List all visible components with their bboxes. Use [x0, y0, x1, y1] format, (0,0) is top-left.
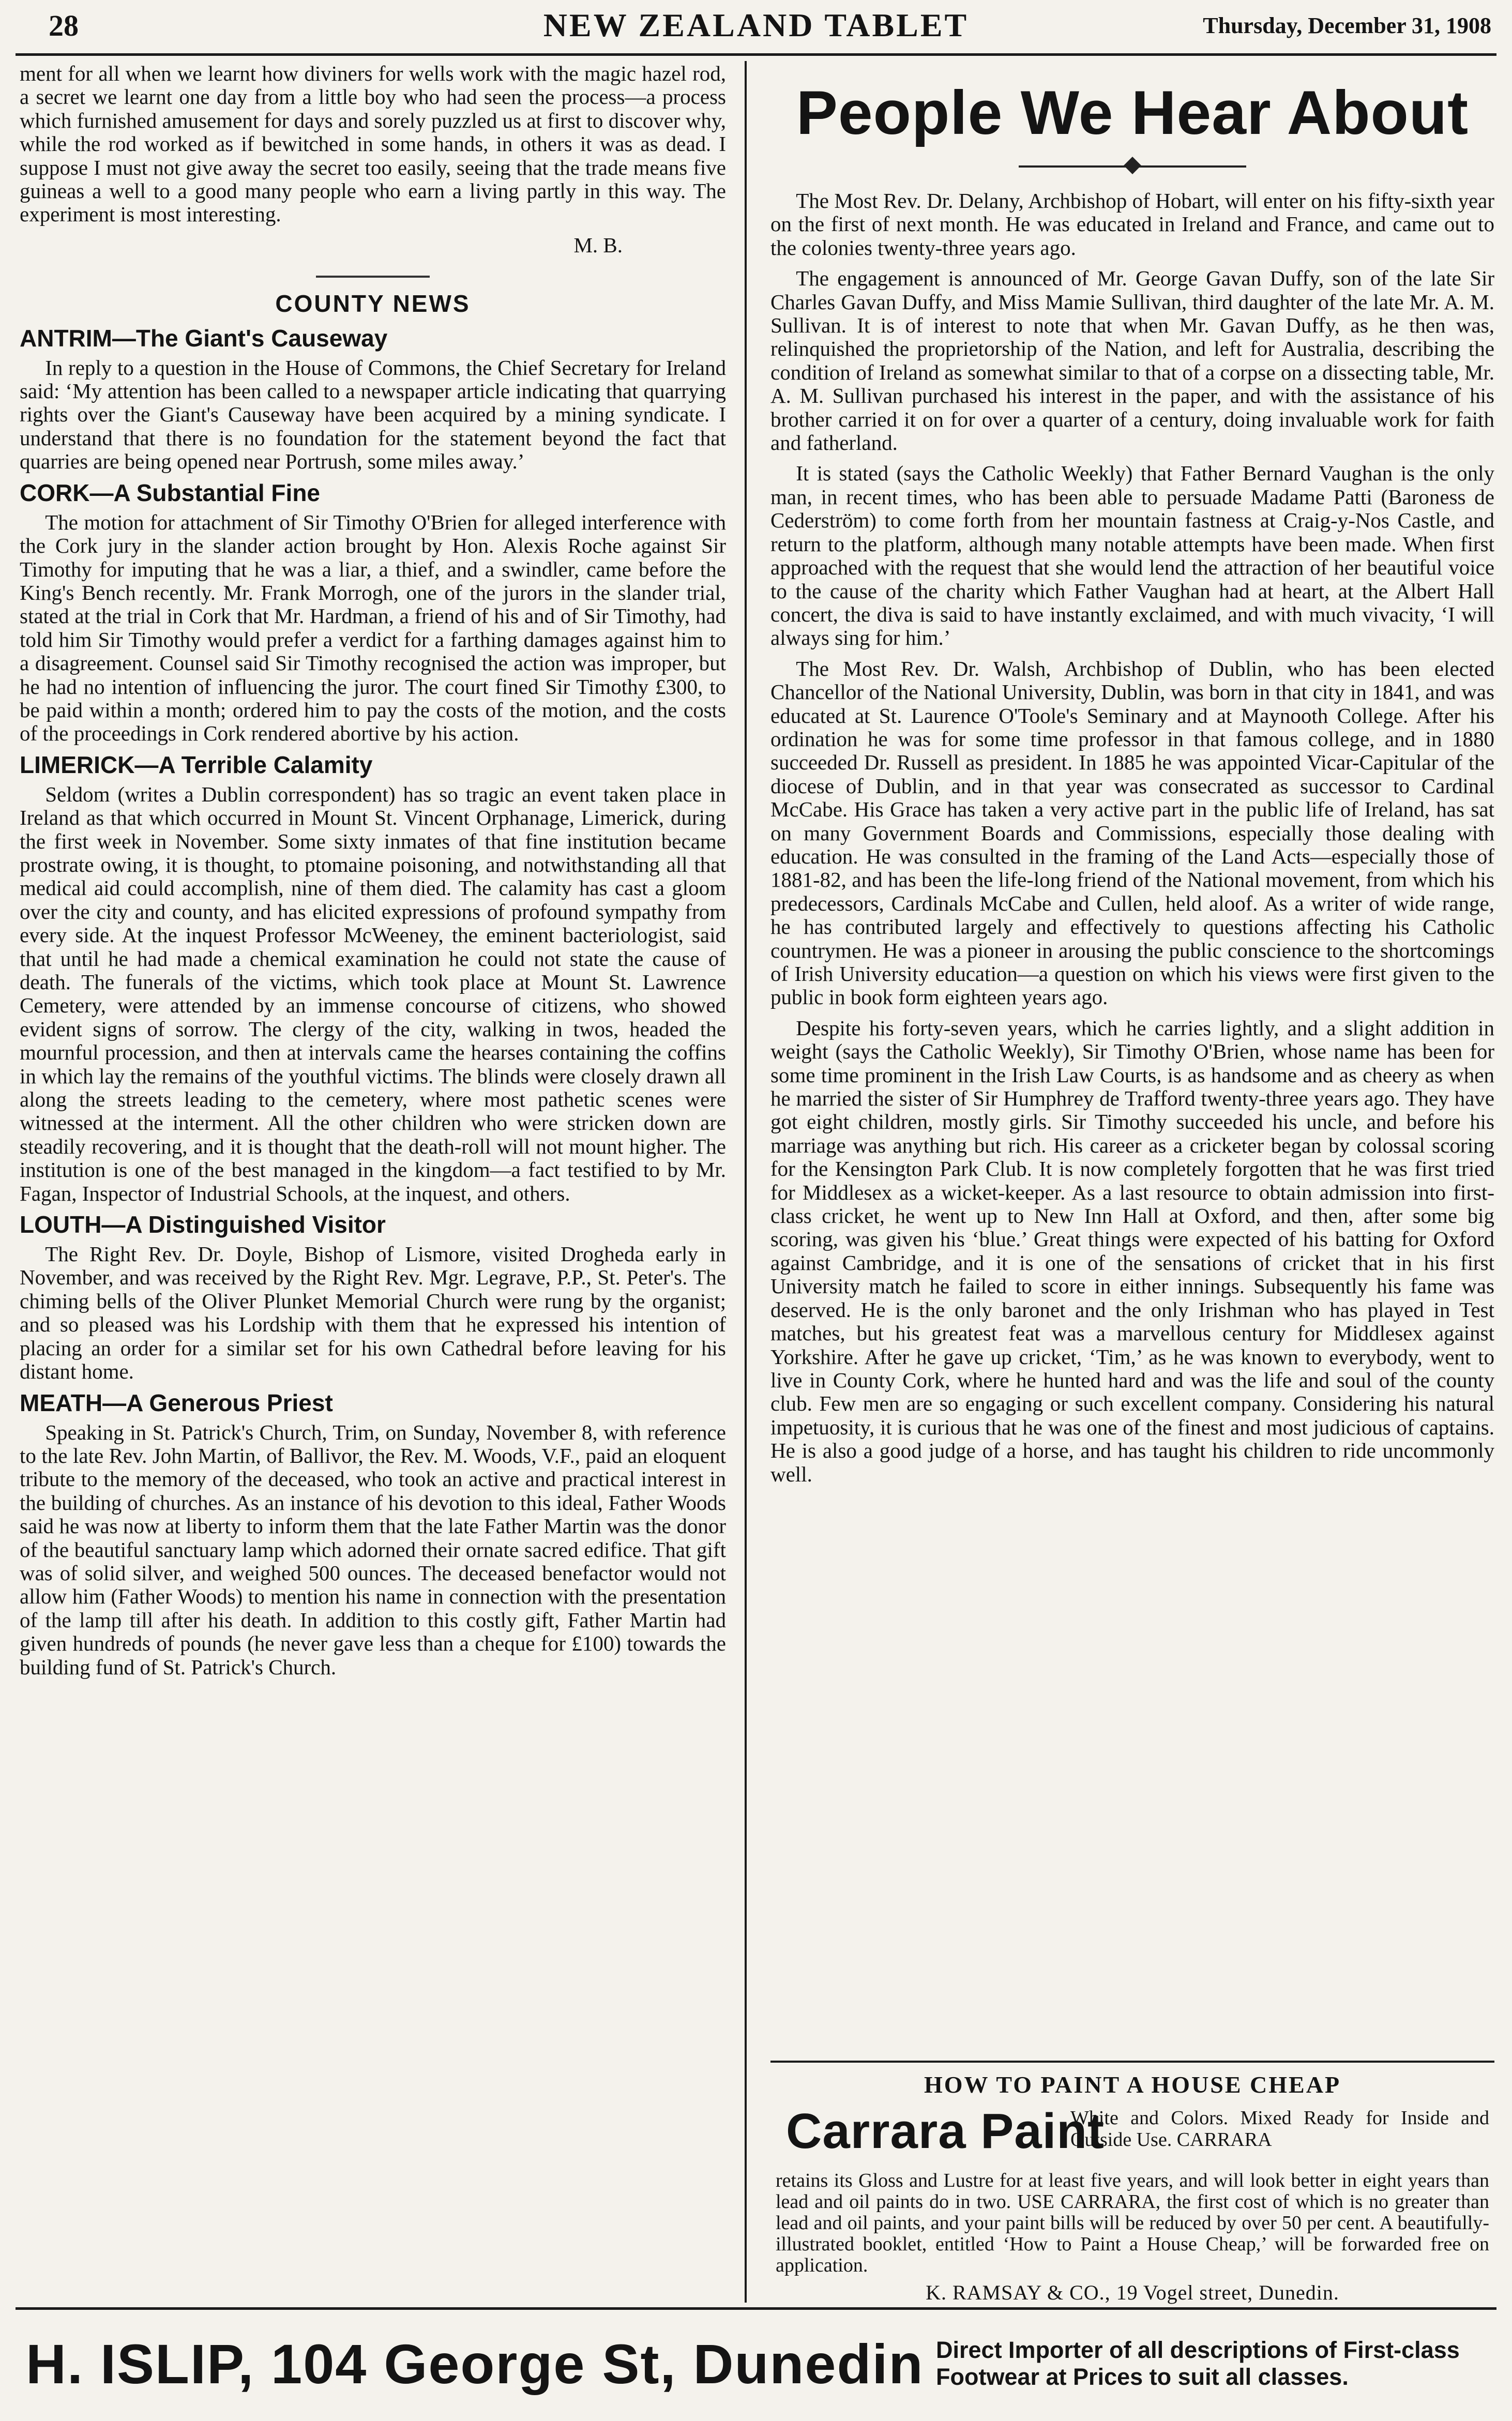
intro-signature: M. B.: [573, 233, 623, 257]
masthead: NEW ZEALAND TABLET: [543, 7, 969, 43]
news-paragraph: The Most Rev. Dr. Delany, Archbishop of Hobart, will enter on his fifty-sixth year on the first of next month. He was educated in Ireland and France, and came out to the colonies twenty-three years ago.: [770, 189, 1494, 260]
section-title: COUNTY NEWS: [275, 290, 471, 317]
article-limerick: [20, 750, 726, 1205]
article-louth: [20, 1209, 726, 1383]
left-column: [20, 62, 726, 2301]
article-paragraph: Speaking in St. Patrick's Church, Trim, on Sunday, November 8, with reference to the late Rev. John Martin, of Ballivor, the Rev. M. Woods, V.F., paid an eloquent tribute to the memory of the deceased, who took an active and practical interest in the building of churches. As an instance of his devotion to this ideal, Father Woods said he was now at liberty to inform them that the late Father Martin was the donor of the beautiful sanctuary lamp which adorned their ornate sacred edifice. That gift was of solid silver, and weighed 500 ounces. The deceased benefactor would not allow him (Father Woods) to mention his name in connection with the presentation of the lamp till after his death. In addition to this costly gift, Father Martin had given hundreds of pounds (he never gave less than a cheque for £100) towards the building fund of St. Patrick's Church.: [20, 1420, 726, 1679]
news-paragraph: Despite his forty-seven years, which he carries lightly, and a slight addition in weight (says the Catholic Weekly), Sir Timothy O'Brien, whose name has been for some time prominent in the Irish Law Courts, is as handsome and as cheery as when he married the sister of Sir Humphrey de Trafford twenty-three years ago. They have got eight children, mostly girls. Sir Timothy succeeded his uncle, and before his marriage was anything but rich. His career as a cricketer began by colossal scoring for the Kensington Park Club. It is now completely forgotten that he was first tried for Middlesex as a wicket-keeper. As a last resource to obtain admission into first-class cricket, he went up to New Inn Hall at Oxford, and then, after some big scoring, was given his ‘blue.’ Great things were expected of his batting for Oxford against Cambridge, and it is one of the sensations of cricket that in his first University match he failed to score in either innings. Subsequently his fame was deserved. He is the only baronet and the only Irishman who has played in Test matches, but his greatest feat was a marvellous century for Middlesex against Yorkshire. After he gave up cricket, ‘Tim,’ as he was known to everybody, went to live in County Cork, where he hunted hard and was the life and soul of the county club. Few men are so engaging or such excellent company. Considering his natural impetuosity, it is curious that he was one of the finest and most judicious of captains. He is also a good judge of a horse, and has taught his children to ride uncommonly well.: [770, 1016, 1494, 1486]
article-antrim: [20, 323, 726, 474]
news-paragraph: The Most Rev. Dr. Walsh, Archbishop of Dublin, who has been elected Chancellor of the National University, Dublin, was born in that city in 1841, and was educated at St. Laurence O'Toole's Seminary and at Maynooth College. After his ordination he was for some time professor in that famous college, and in 1880 succeeded Dr. Russell as president. In 1885 he was appointed Vicar-Capitular of the diocese of Dublin, and in that year was consecrated as successor to Cardinal McCabe. His Grace has taken a very active part in the public life of Ireland, has sat on many Government Boards and Commissions, especially those dealing with education. He was consulted in the framing of the Land Acts—especially those of 1881-82, and has been the life-long friend of the National movement, from which his predecessors, Cardinals McCabe and Cullen, held aloof. As a writer of wide range, he has contributed largely and effectively to questions affecting his Catholic countrymen. He was a pioneer in arousing the public conscience to the shortcomings of Irish University education—a question on which his views were first given to the public in book form eighteen years ago.: [770, 656, 1494, 1009]
article-paragraph: Seldom (writes a Dublin correspondent) has so tragic an event taken place in Ireland as that which occurred in Mount St. Vincent Orphanage, Limerick, during the first week in November. Some sixty inmates of that fine institution became prostrate owing, it is thought, to ptomaine poisoning, and notwithstanding all that medical aid could accomplish, nine of them died. The calamity has cast a gloom over the city and county, and has elicited expressions of profound sympathy from every side. At the inquest Professor McWeeney, the eminent bacteriologist, said that until he had made a chemical examination he could not state the cause of death. The funerals of the victims, which took place at Mount St. Lawrence Cemetery, were attended by an immense concourse of citizens, who showed evident signs of sorrow. The clergy of the city, walking in twos, headed the mournful procession, and then at intervals came the hearses containing the coffins in which lay the remains of the youthful victims. The blinds were closely drawn all along the streets leading to the cemetery, where most pathetic scenes were witnessed at the interment. All the other children who were stricken down are steadily recovering, and it is thought that the death-roll will not mount higher. The institution is one of the best managed in the kingdom—a fact testified to by Mr. Fagan, Inspector of Industrial Schools, at the inquest, and others.: [20, 782, 726, 1205]
issue-date: Thursday, December 31, 1908: [1203, 13, 1491, 38]
column-title: People We Hear About: [796, 78, 1469, 147]
ad-signature: K. RAMSAY & CO., 19 Vogel street, Dunedin.: [926, 2281, 1339, 2304]
article-paragraph: The motion for attachment of Sir Timothy O'Brien for alleged interference with the Cork jury in the slander action brought by Hon. Alexis Roche against Sir Timothy for imputing that he was a liar, a thief, and a swindler, came before the King's Bench recently. Mr. Frank Morrogh, one of the jurors in the slander trial, stated at the trial in Cork that Mr. Hardman, a friend of his and of Sir Timothy, had told him Sir Timothy would prefer a verdict for a farthing damages against him to a disagreement. Counsel said Sir Timothy recognised the action was improper, but he had no intention of influencing the juror. The court fined Sir Timothy £300, to be paid within a month; ordered him to pay the costs of the motion, and the costs of the proceedings in Cork rendered abortive by his action.: [20, 510, 726, 746]
ad-brand: Carrara Paint: [786, 2104, 1105, 2159]
footer-name: H. ISLIP, 104 George St, Dunedin: [26, 2333, 924, 2395]
news-paragraph: The engagement is announced of Mr. George Gavan Duffy, son of the late Sir Charles Gavan Duffy, and Miss Mamie Sullivan, third daughter of the late Mr. A. M. Sullivan. It is of interest to note that when Mr. Gavan Duffy, as he then was, relinquished the proprietorship of the Nation, and left for Australia, describing the condition of Ireland as somewhat similar to that of a corpse on a dissecting table, Mr. A. M. Sullivan purchased his interest in the paper, and with the assistance of his brother carried it on for over a quarter of a century, doing invaluable work for faith and fatherland.: [770, 266, 1494, 455]
column-divider: [745, 61, 747, 2303]
article-heading: LIMERICK—A Terrible Calamity: [20, 751, 373, 778]
ad-side-text: White and Colors. Mixed Ready for Inside and Outside Use. CARRARA: [1070, 2107, 1489, 2151]
article-heading: CORK—A Substantial Fine: [20, 479, 320, 506]
intro-paragraph: ment for all when we learnt how diviners for wells work with the magic hazel rod, a secret we learnt one day from a little boy who had seen the process—a process which furnished amusement for days and sorely puzzled us at first to discover why, while the rod worked as if bewitched in some hands, in others it was as dead. I suppose I must not give away the secret too easily, seeing that the trade means five guineas a well to a good many people who earn a living partly in this way. The experiment is most interesting.: [20, 62, 726, 226]
footer-tagline: Direct Importer of all descriptions of First-class Footwear at Prices to suit all classes.: [936, 2337, 1460, 2390]
article-heading: MEATH—A Generous Priest: [20, 1389, 333, 1416]
footer-advertisement: [16, 2307, 1496, 2413]
ad-heading: HOW TO PAINT A HOUSE CHEAP: [924, 2071, 1341, 2098]
ad-top-rule: [770, 2061, 1494, 2063]
ornament-rule: [316, 266, 430, 287]
article-heading: LOUTH—A Distinguished Visitor: [20, 1211, 386, 1238]
page-header: [16, 4, 1496, 56]
title-ornament: [770, 153, 1494, 179]
article-heading: ANTRIM—The Giant's Causeway: [20, 324, 388, 352]
ad-body: retains its Gloss and Lustre for at least five years, and will look better in eight years than lead and oil paints do in two. USE CARRARA, the first cost of which is no greater than lead and oil paints, and your paint bills will be reduced by over 50 per cent. A beautifully-illustrated booklet, entitled ‘How to Paint a House Cheap,’ will be forwarded free on application.: [776, 2170, 1489, 2276]
article-paragraph: In reply to a question in the House of Commons, the Chief Secretary for Ireland said: ‘My attention has been called to a newspaper article indicating that quarrying rights over the Giant's Causeway have been acquired by a mining syndicate. I understand that there is no foundation for the statement beyond the fact that quarries are being opened near Portrush, some miles away.’: [20, 355, 726, 474]
right-column: [770, 62, 1494, 2053]
news-paragraph: It is stated (says the Catholic Weekly) that Father Bernard Vaughan is the only man, in recent times, who has been able to persuade Madame Patti (Baroness de Cederström) to come forth from her mountain fastness at Craig-y-Nos Castle, and return to the platform, although many notable attempts have been made. When first approached with the request that she would lend the attraction of her beautiful voice to the cause of the charity which Father Vaughan had at heart, at the Albert Hall concert, the diva is said to have instantly exclaimed, and with much vivacity, ‘I will always sing for him.’: [770, 461, 1494, 650]
article-meath: [20, 1388, 726, 1679]
page-number: 28: [49, 9, 79, 42]
article-cork: [20, 478, 726, 746]
diamond-icon: [1124, 157, 1141, 174]
paint-advertisement: [770, 2061, 1494, 2304]
article-paragraph: The Right Rev. Dr. Doyle, Bishop of Lismore, visited Drogheda early in November, and was received by the Right Rev. Mgr. Legrave, P.P., St. Peter's. The chiming bells of the Oliver Plunket Memorial Church were rung by the organist; and so pleased was his Lordship with them that he expressed his intention of placing an order for a similar set for his own Cathedral before leaving for his distant home.: [20, 1242, 726, 1384]
